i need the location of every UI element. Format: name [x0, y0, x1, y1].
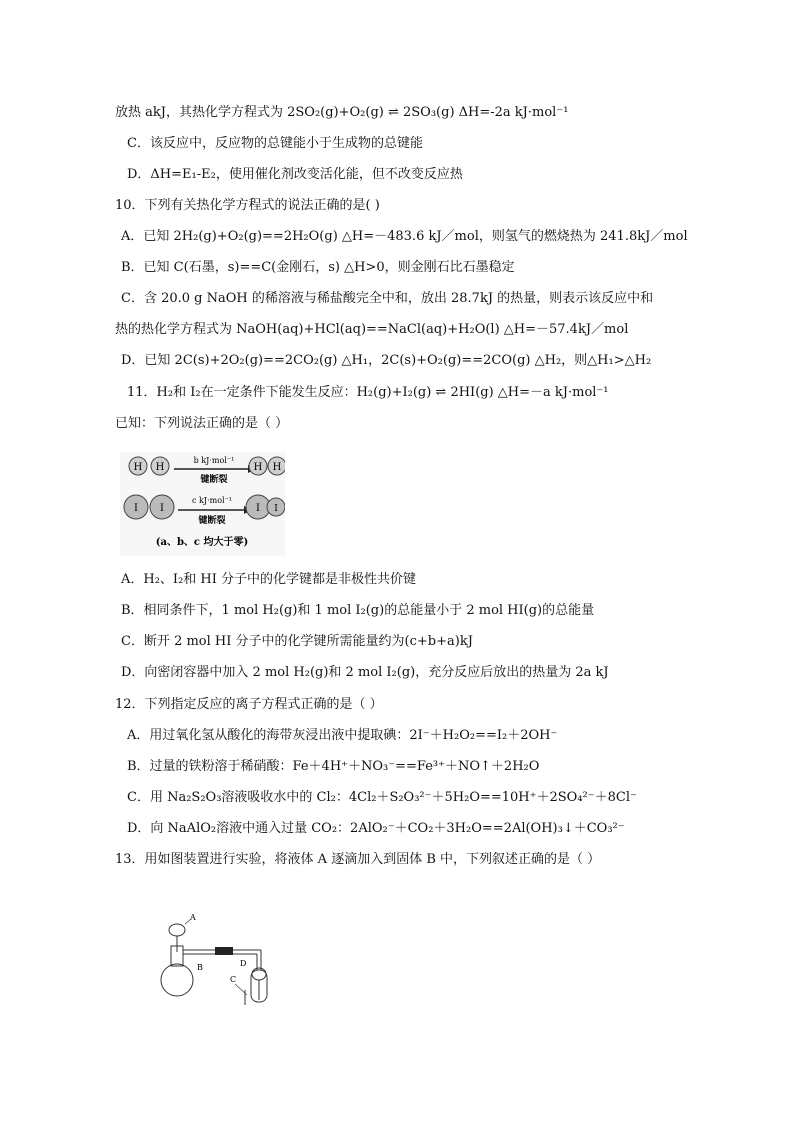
option-c: C．该反应中，反应物的总键能小于生成物的总键能: [127, 136, 423, 151]
option-d: D．向 NaAlO₂溶液中通入过量 CO₂：2AlO₂⁻＋CO₂＋3H₂O==2Al(OH)₃↓＋CO₃²⁻: [127, 821, 625, 836]
option-d: D．ΔH=E₁-E₂，使用催化剂改变活化能，但不改变反应热: [127, 167, 463, 182]
question-11: 11．H₂和 I₂在一定条件下能发生反应：H₂(g)+I₂(g) ⇌ 2HI(g) △H=－a kJ·mol⁻¹: [127, 385, 609, 400]
figure-note: (a、b、c 均大于零): [155, 537, 249, 548]
label-d: D: [240, 959, 247, 968]
option-a: A．H₂、I₂和 HI 分子中的化学键都是非极性共价键: [121, 572, 417, 587]
bond-energy-c-label: c kJ·mol⁻¹: [191, 496, 233, 505]
label-c: C: [230, 975, 237, 984]
option-c: C．用 Na₂S₂O₃溶液吸收水中的 Cl₂：4Cl₂＋S₂O₃²⁻＋5H₂O==10H⁺＋2SO₄²⁻＋8Cl⁻: [127, 790, 637, 805]
bond-break-caption: 键断裂: [198, 516, 226, 526]
text-line: 热的热化学方程式为 NaOH(aq)+HCl(aq)==NaCl(aq)+H₂O(l) △H=－57.4kJ／mol: [115, 322, 629, 337]
option-b: B．已知 C(石墨，s)==C(金刚石，s) △H>0，则金刚石比石墨稳定: [121, 260, 515, 275]
atom-i: I: [160, 503, 164, 514]
atom-i: I: [134, 503, 138, 514]
atom-h: H: [272, 462, 282, 473]
label-a: A: [190, 913, 196, 922]
apparatus-figure: [155, 910, 285, 1005]
label-b: B: [197, 963, 203, 972]
text-line: 已知：下列说法正确的是（ ）: [115, 416, 289, 431]
option-b: B．过量的铁粉溶于稀硝酸：Fe＋4H⁺＋NO₃⁻==Fe³⁺＋NO↑＋2H₂O: [127, 759, 540, 774]
atom-h: H: [155, 462, 165, 473]
bond-energy-figure: [120, 452, 285, 556]
text-line: 放热 akJ，其热化学方程式为 2SO₂(g)+O₂(g) ⇌ 2SO₃(g) ΔH=-2a kJ·mol⁻¹: [115, 105, 569, 120]
atom-i: I: [274, 504, 278, 514]
option-d: D．向密闭容器中加入 2 mol H₂(g)和 2 mol I₂(g)，充分反应后放出的热量为 2a kJ: [121, 665, 609, 680]
option-c: C．断开 2 mol HI 分子中的化学键所需能量约为(c+b+a)kJ: [121, 634, 473, 649]
option-a: A．已知 2H₂(g)+O₂(g)==2H₂O(g) △H=－483.6 kJ／mol，则氢气的燃烧热为 241.8kJ／mol: [121, 229, 688, 244]
option-c: C．含 20.0 g NaOH 的稀溶液与稀盐酸完全中和，放出 28.7kJ 的热量，则表示该反应中和: [121, 291, 654, 306]
option-a: A．用过氧化氢从酸化的海带灰浸出液中提取碘：2I⁻＋H₂O₂==I₂＋2OH⁻: [127, 728, 558, 743]
atom-h: H: [253, 462, 263, 473]
question-10: 10．下列有关热化学方程式的说法正确的是( ): [115, 198, 380, 213]
option-b: B．相同条件下，1 mol H₂(g)和 1 mol I₂(g)的总能量小于 2 mol HI(g)的总能量: [121, 603, 595, 618]
question-12: 12．下列指定反应的离子方程式正确的是（ ）: [115, 697, 383, 712]
bond-break-caption: 键断裂: [200, 475, 228, 485]
atom-h: H: [133, 462, 143, 473]
option-d: D．已知 2C(s)+2O₂(g)==2CO₂(g) △H₁，2C(s)+O₂(g)==2CO(g) △H₂，则△H₁>△H₂: [121, 353, 652, 368]
atom-i: I: [256, 503, 260, 514]
question-13: 13．用如图装置进行实验，将液体 A 逐滴加入到固体 B 中，下列叙述正确的是（ ）: [115, 852, 601, 867]
bond-energy-b-label: b kJ·mol⁻¹: [193, 456, 235, 465]
